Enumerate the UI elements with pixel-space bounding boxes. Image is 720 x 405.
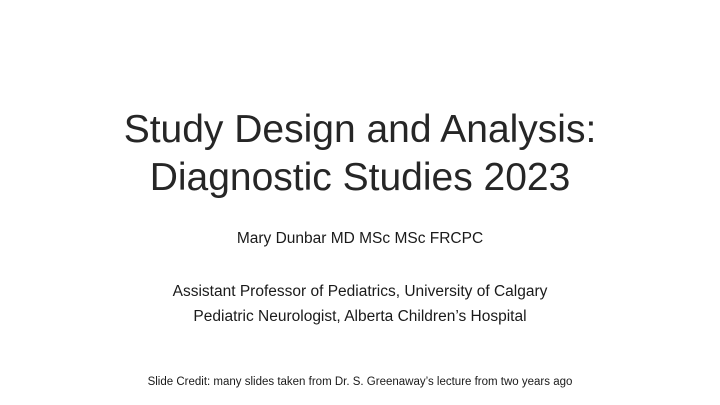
slide-title (40, 106, 680, 202)
affiliation-line-1: Assistant Professor of Pediatrics, University of Calgary (172, 283, 548, 300)
slide-title-line-2: Diagnostic Studies 2023 (149, 156, 571, 199)
author-affiliations (40, 279, 680, 329)
slide-title-line-1: Study Design and Analysis: (123, 108, 597, 151)
affiliation-line-2: Pediatric Neurologist, Alberta Children’s Hospital (193, 308, 527, 325)
slide-credit: Slide Credit: many slides taken from Dr. S. Greenaway’s lecture from two years ago (147, 376, 573, 388)
author-name: Mary Dunbar MD MSc MSc FRCPC (236, 230, 484, 247)
